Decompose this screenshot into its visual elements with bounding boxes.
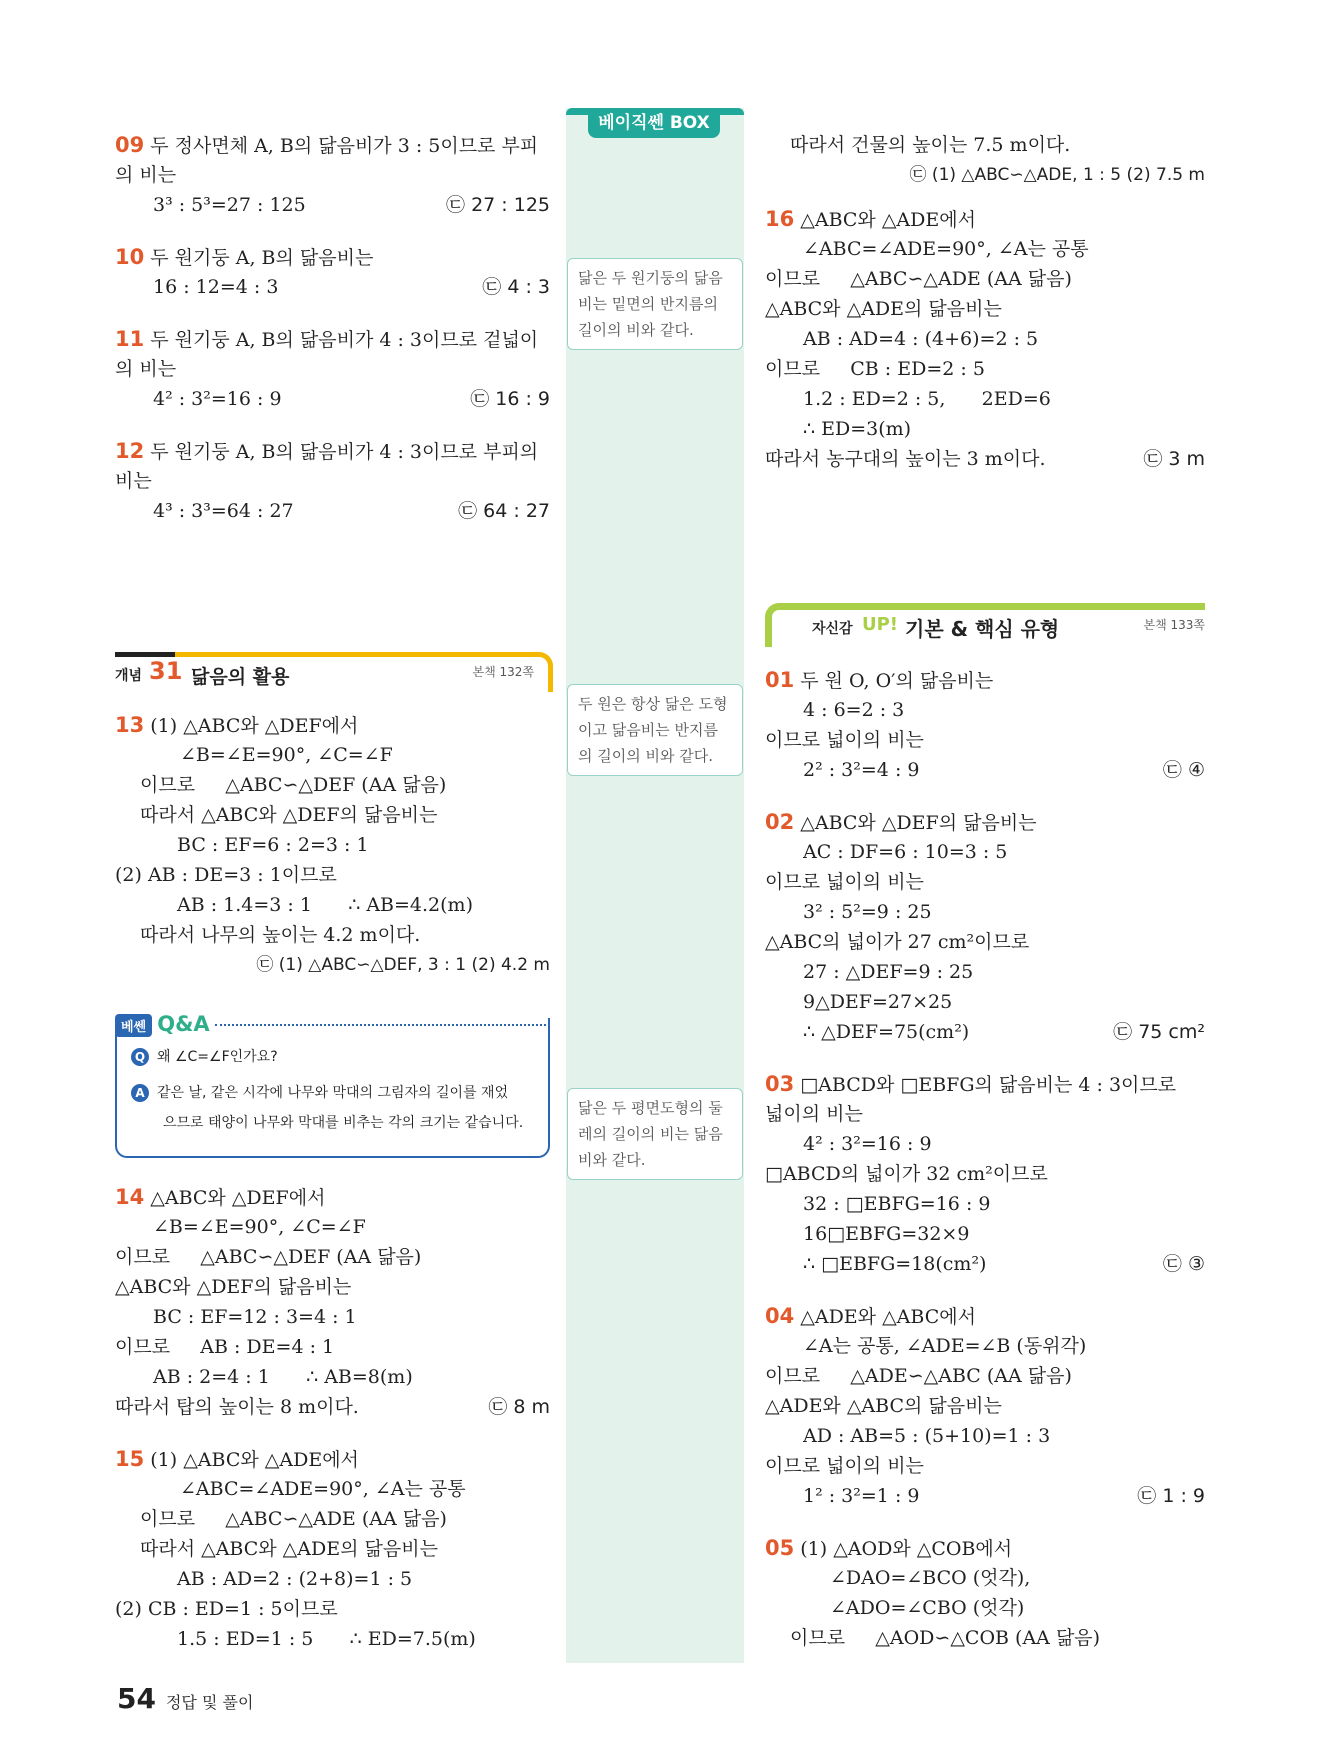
problem-text: 두 원 O, O′의 닮음비는 [800,670,994,692]
problem-equation: AB : AD=2 : (2+8)=1 : 5 [177,1568,413,1590]
problem-text: 이므로 AB : DE=4 : 1 [115,1336,335,1358]
section-up-badge: UP! [862,614,899,635]
problem-equation: AB : AD=4 : (4+6)=2 : 5 [803,328,1039,350]
footer-label: 정답 및 풀이 [165,1693,254,1712]
problem-text: 두 원기둥 A, B의 닮음비가 4 : 3이므로 겉넓이 [150,329,539,351]
problem-text: 따라서 농구대의 높이는 3 m이다. [765,448,1046,470]
problem-16 [765,204,1205,474]
qa-box [115,1018,550,1158]
problem-text: 두 원기둥 A, B의 닮음비는 [150,247,374,269]
question-icon: Q [131,1048,149,1066]
answer: ㉢ ③ [1162,1253,1205,1275]
qa-answer-line-2: 으므로 태양이 나무와 막대를 비추는 각의 크기는 같습니다. [163,1115,524,1131]
problem-text: 넓이의 비는 [765,1103,863,1125]
problem-equation: 2² : 3²=4 : 9 [803,759,920,781]
problem-number: 10 [115,245,145,269]
answer: ㉢ 16 : 9 [470,388,550,410]
problem-text: 이므로 △ADE∽△ABC (AA 닮음) [765,1365,1072,1387]
problem-11 [115,324,550,414]
answer: ㉢ (1) △ABC∽△DEF, 3 : 1 (2) 4.2 m [256,955,550,975]
problem-text: 이므로 CB : ED=2 : 5 [765,358,985,380]
problem-equation: 4² : 3²=16 : 9 [803,1133,932,1155]
problem-text: ∠B=∠E=90°, ∠C=∠F [153,1216,366,1238]
problem-equation: AD : AB=5 : (5+10)=1 : 3 [803,1425,1051,1447]
problem-text: ∠DAO=∠BCO (엇각), [830,1567,1031,1589]
problem-text: 이므로 △AOD∽△COB (AA 닮음) [790,1627,1101,1649]
problem-equation: 4² : 3²=16 : 9 [153,388,282,410]
problem-text: △ABC와 △DEF의 닮음비는 [800,812,1037,834]
problem-text: 이므로 △ABC∽△DEF (AA 닮음) [115,1246,422,1268]
problem-text: 비는 [115,470,152,492]
section-label: 개념 [115,668,143,684]
problem-number: 01 [765,668,795,692]
problem-number: 02 [765,810,795,834]
problem-equation: AB : 2=4 : 1 ∴ AB=8(m) [153,1366,413,1388]
problem-13-wrap [115,710,550,980]
section-31-header [115,652,553,692]
problem-equation: 3³ : 5³=27 : 125 [153,194,306,216]
problem-equation: ∴ △DEF=75(cm²) [803,1021,970,1043]
problem-equation: 4³ : 3³=64 : 27 [153,500,294,522]
problem-10 [115,242,550,302]
qa-brand: 베쎈 [115,1014,152,1037]
problem-r03 [765,1069,1205,1279]
problem-equation: 1² : 3²=1 : 9 [803,1485,920,1507]
problem-text: 의 비는 [115,358,177,380]
right-column [765,130,1205,474]
problem-equation: 1.2 : ED=2 : 5, 2ED=6 [803,388,1051,410]
answer: ㉢ 1 : 9 [1137,1485,1205,1507]
problem-equation: 32 : □EBFG=16 : 9 [803,1193,991,1215]
problem-equation: AC : DF=6 : 10=3 : 5 [803,841,1008,863]
problem-text: △ABC의 넓이가 27 cm²이므로 [765,931,1030,953]
problem-text: 이므로 △ABC∽△DEF (AA 닮음) [140,774,447,796]
sidebar-note-3: 닮은 두 평면도형의 둘레의 길이의 비는 닮음비와 같다. [567,1088,743,1180]
problem-text: 두 원기둥 A, B의 닮음비가 4 : 3이므로 부피의 [150,441,539,463]
section-up-pre: 자신감 [812,621,853,637]
problem-number: 04 [765,1304,795,1328]
problem-text: 두 정사면체 A, B의 닮음비가 3 : 5이므로 부피 [150,135,539,157]
problem-equation: ∴ ED=3(m) [803,418,912,440]
problem-r01 [765,665,1205,785]
page-number: 54 [117,1682,156,1715]
answer: ㉢ 27 : 125 [446,194,550,216]
problem-number: 12 [115,439,145,463]
problem-r04 [765,1301,1205,1511]
section-up-header [765,603,1205,647]
problem-number: 09 [115,133,145,157]
problem-text: 이므로 △ABC∽△ADE (AA 닮음) [140,1508,447,1530]
problem-text: 따라서 △ABC와 △ADE의 닮음비는 [140,1538,438,1560]
problem-text: (1) △ABC와 △DEF에서 [150,715,359,737]
problem-text: ∠B=∠E=90°, ∠C=∠F [180,744,393,766]
answer: ㉢ 75 cm² [1113,1021,1205,1043]
answer-icon: A [131,1084,149,1102]
problem-text: △ABC와 △ADE에서 [800,209,976,231]
textbook-page-ref: 본책 133쪽 [1143,618,1205,632]
problem-text: ∠ADO=∠CBO (엇각) [830,1597,1025,1619]
problem-number: 13 [115,713,145,737]
problem-equation: AB : 1.4=3 : 1 ∴ AB=4.2(m) [177,894,473,916]
answer: ㉢ 3 m [1143,448,1205,470]
problem-text: 의 비는 [115,164,177,186]
problem-equation: 1.5 : ED=1 : 5 ∴ ED=7.5(m) [177,1628,476,1650]
problem-text: 이므로 △ABC∽△ADE (AA 닮음) [765,268,1072,290]
problem-text: (2) CB : ED=1 : 5이므로 [115,1598,338,1620]
qa-question: 왜 ∠C=∠F인가요? [157,1049,278,1065]
problem-equation: 9△DEF=27×25 [803,991,953,1013]
problem-number: 15 [115,1447,145,1471]
problem-text: △ABC와 △DEF에서 [150,1187,326,1209]
problem-equation: 16 : 12=4 : 3 [153,276,279,298]
qa-title: Q&A [157,1012,210,1036]
problem-text: 이므로 넓이의 비는 [765,729,924,751]
problem-text: □ABCD의 넓이가 32 cm²이므로 [765,1163,1048,1185]
section-up-title: 기본 & 핵심 유형 [905,617,1060,641]
problem-text: 따라서 건물의 높이는 7.5 m이다. [790,134,1071,156]
basic-box-header [566,108,744,138]
answer: ㉢ 8 m [488,1396,550,1418]
problem-text: ∠ABC=∠ADE=90°, ∠A는 공통 [803,238,1089,260]
problem-13 [115,710,550,980]
basic-box-title: 베이직쎈 BOX [588,108,720,138]
problem-14-wrap [115,1182,550,1654]
problem-15 [115,1444,550,1654]
problem-text: (2) AB : DE=3 : 1이므로 [115,864,337,886]
problem-number: 14 [115,1185,145,1209]
problem-equation: 16□EBFG=32×9 [803,1223,970,1245]
section-number: 31 [149,657,183,685]
problem-r02 [765,807,1205,1047]
page-footer [117,1682,253,1715]
problem-text: □ABCD와 □EBFG의 닮음비는 4 : 3이므로 [800,1074,1177,1096]
qa-answer-line-1: 같은 날, 같은 시각에 나무와 막대의 그림자의 길이를 재었 [157,1085,509,1101]
textbook-page-ref: 본책 132쪽 [472,665,534,679]
problem-12 [115,436,550,526]
problem-text: (1) △AOD와 △COB에서 [800,1538,1013,1560]
right-lower [765,665,1205,1653]
problem-text: ∠ABC=∠ADE=90°, ∠A는 공통 [180,1478,466,1500]
problem-number: 03 [765,1072,795,1096]
problem-number: 16 [765,207,795,231]
problem-text: (1) △ABC와 △ADE에서 [150,1449,359,1471]
problem-text: 따라서 탑의 높이는 8 m이다. [115,1396,359,1418]
problem-number: 05 [765,1536,795,1560]
problem-text: △ADE와 △ABC의 닮음비는 [765,1395,1002,1417]
answer: ㉢ 4 : 3 [482,276,550,298]
problem-09 [115,130,550,220]
section-title: 닮음의 활용 [191,666,290,688]
left-column [115,130,550,526]
problem-text: △ABC와 △ADE의 닮음비는 [765,298,1002,320]
problem-r05 [765,1533,1205,1653]
problem-text: 이므로 넓이의 비는 [765,1455,924,1477]
sidebar-note-1: 닮은 두 원기둥의 닮음비는 밑면의 반지름의 길이의 비와 같다. [567,258,743,350]
problem-number: 11 [115,327,145,351]
problem-14 [115,1182,550,1422]
problem-equation: ∴ □EBFG=18(cm²) [803,1253,987,1275]
problem-text: 이므로 넓이의 비는 [765,871,924,893]
problem-15-continued [765,130,1205,190]
answer: ㉢ (1) △ABC∽△ADE, 1 : 5 (2) 7.5 m [909,165,1205,185]
problem-equation: 3² : 5²=9 : 25 [803,901,932,923]
problem-text: ∠A는 공통, ∠ADE=∠B (동위각) [803,1335,1087,1357]
sidebar-note-2: 두 원은 항상 닮은 도형이고 닮음비는 반지름의 길이의 비와 같다. [567,684,743,776]
problem-equation: 4 : 6=2 : 3 [803,699,905,721]
answer: ㉢ ④ [1162,759,1205,781]
problem-text: △ADE와 △ABC에서 [800,1306,976,1328]
problem-equation: BC : EF=12 : 3=4 : 1 [153,1306,357,1328]
problem-text: 따라서 △ABC와 △DEF의 닮음비는 [140,804,438,826]
problem-text: △ABC와 △DEF의 닮음비는 [115,1276,352,1298]
problem-equation: 27 : △DEF=9 : 25 [803,961,974,983]
answer: ㉢ 64 : 27 [458,500,550,522]
problem-text: 따라서 나무의 높이는 4.2 m이다. [140,924,421,946]
problem-equation: BC : EF=6 : 2=3 : 1 [177,834,369,856]
